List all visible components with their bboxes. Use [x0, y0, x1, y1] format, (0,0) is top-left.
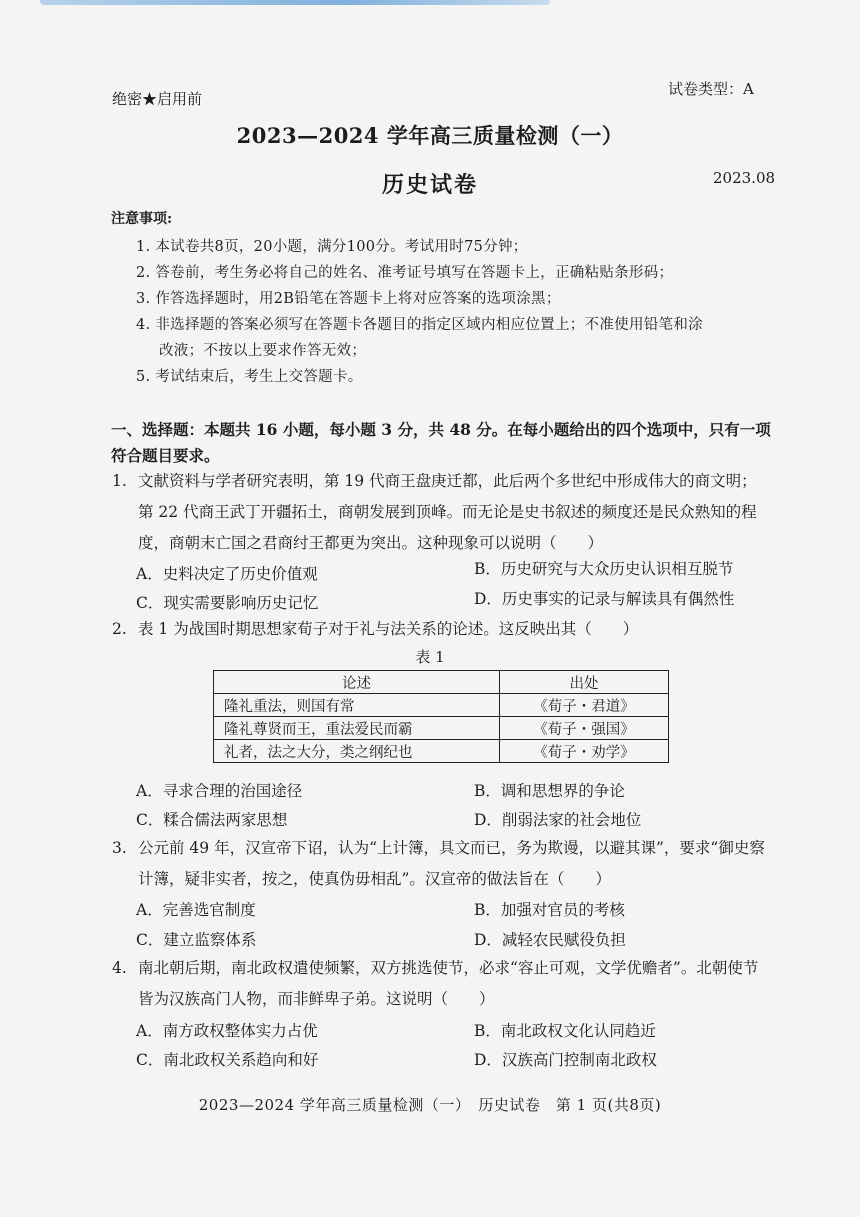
notice-heading: 注意事项: — [111, 211, 173, 227]
option-c: C．南北政权关系趋向和好 — [136, 1051, 319, 1069]
option-c: C．糅合儒法两家思想 — [136, 811, 288, 829]
option-d: D．削弱法家的社会地位 — [474, 811, 642, 829]
option-a: A．史料决定了历史价值观 — [136, 565, 318, 583]
confidential-label: 绝密★启用前 — [112, 90, 203, 108]
question-stem: 公元前 49 年，汉宣帝下诏，认为“上计簿，具文而已，务为欺谩，以避其课”，要求“御史察计簿，疑非实者，按之，使真伪毋相乱”。汉宣帝的做法旨在（ ） — [138, 839, 765, 888]
exam-title: 2023—2024 学年高三质量检测（一） — [236, 123, 624, 148]
table-cell: 礼者，法之大分，类之纲纪也 — [214, 740, 500, 763]
table-cell: 《荀子・君道》 — [500, 694, 669, 717]
notice-item: 2. 答卷前，考生务必将自己的姓名、准考证号填写在答题卡上，正确粘贴条形码； — [136, 265, 674, 281]
question-stem: 文献资料与学者研究表明，第 19 代商王盘庚迁都，此后两个多世纪中形成伟大的商文明；第 22 代商王武丁开疆拓土，商朝发展到顶峰。而无论是史书叙述的频度还是民众熟知的程度，商朝末亡国之君商纣王都更为突出。这种现象可以说明（ ） — [138, 472, 757, 552]
question-stem: 表 1 为战国时期思想家荀子对于礼与法关系的论述。这反映出其（ ） — [138, 620, 639, 638]
option-b: B．加强对官员的考核 — [474, 901, 625, 919]
paper-type-label: 试卷类型：A — [668, 80, 754, 98]
notice-item: 3. 作答选择题时，用2B铅笔在答题卡上将对应答案的选项涂黑； — [136, 291, 561, 307]
table-cell: 隆礼尊贤而王，重法爱民而霸 — [214, 717, 500, 740]
notice-item: 1. 本试卷共8页，20小题，满分100分。考试用时75分钟； — [136, 239, 528, 255]
option-d: D．历史事实的记录与解读具有偶然性 — [474, 590, 735, 608]
table-cell: 《荀子・劝学》 — [500, 740, 669, 763]
table-header: 出处 — [500, 671, 669, 694]
question-stem: 南北朝后期，南北政权遣使频繁，双方挑选使节，必求“容止可观，文学优赡者”。北朝使节皆为汉族高门人物，而非鲜卑子弟。这说明（ ） — [138, 959, 759, 1008]
table-caption: 表 1 — [415, 648, 445, 666]
option-d: D．减轻农民赋役负担 — [474, 931, 626, 949]
question-2 — [112, 614, 772, 645]
option-d: D．汉族高门控制南北政权 — [474, 1051, 657, 1069]
scan-edge-strip — [40, 0, 550, 5]
option-b: B．历史研究与大众历史认识相互脱节 — [474, 560, 734, 578]
question-number: 4. — [112, 959, 127, 977]
table-cell: 隆礼重法，则国有常 — [214, 694, 500, 717]
notice-item: 4. 非选择题的答案必须写在答题卡各题目的指定区域内相应位置上；不准使用铅笔和涂 — [136, 317, 703, 333]
question-number: 3. — [112, 839, 127, 857]
table-header: 论述 — [214, 671, 500, 694]
table-cell: 《荀子・强国》 — [500, 717, 669, 740]
notice-item: 5. 考试结束后，考生上交答题卡。 — [136, 369, 363, 385]
notice-item: 改液；不按以上要求作答无效； — [159, 343, 367, 359]
table-row — [214, 694, 669, 717]
option-b: B．调和思想界的争论 — [474, 782, 625, 800]
table-row — [214, 717, 669, 740]
question-number: 1. — [112, 472, 127, 490]
subject-title: 历史试卷 — [381, 172, 478, 198]
option-c: C．现实需要影响历史记忆 — [136, 594, 319, 612]
option-c: C．建立监察体系 — [136, 931, 257, 949]
option-a: A．南方政权整体实力占优 — [136, 1022, 318, 1040]
option-b: B．南北政权文化认同趋近 — [474, 1022, 656, 1040]
question-number: 2. — [112, 620, 127, 638]
question-3 — [112, 833, 772, 895]
table-header-row — [214, 671, 669, 694]
option-a: A．完善选官制度 — [136, 901, 256, 919]
exam-date: 2023.08 — [713, 169, 776, 187]
table-row — [214, 740, 669, 763]
source-table — [213, 670, 669, 763]
section-heading: 一、选择题：本题共 16 小题，每小题 3 分，共 48 分。在每小题给出的四个选项中，只有一项符合题目要求。 — [111, 420, 771, 465]
option-a: A．寻求合理的治国途径 — [136, 782, 303, 800]
question-4 — [112, 953, 772, 1015]
page-footer: 2023—2024 学年高三质量检测（一） 历史试卷 第 1 页(共8页) — [198, 1096, 662, 1114]
question-1 — [112, 466, 772, 559]
